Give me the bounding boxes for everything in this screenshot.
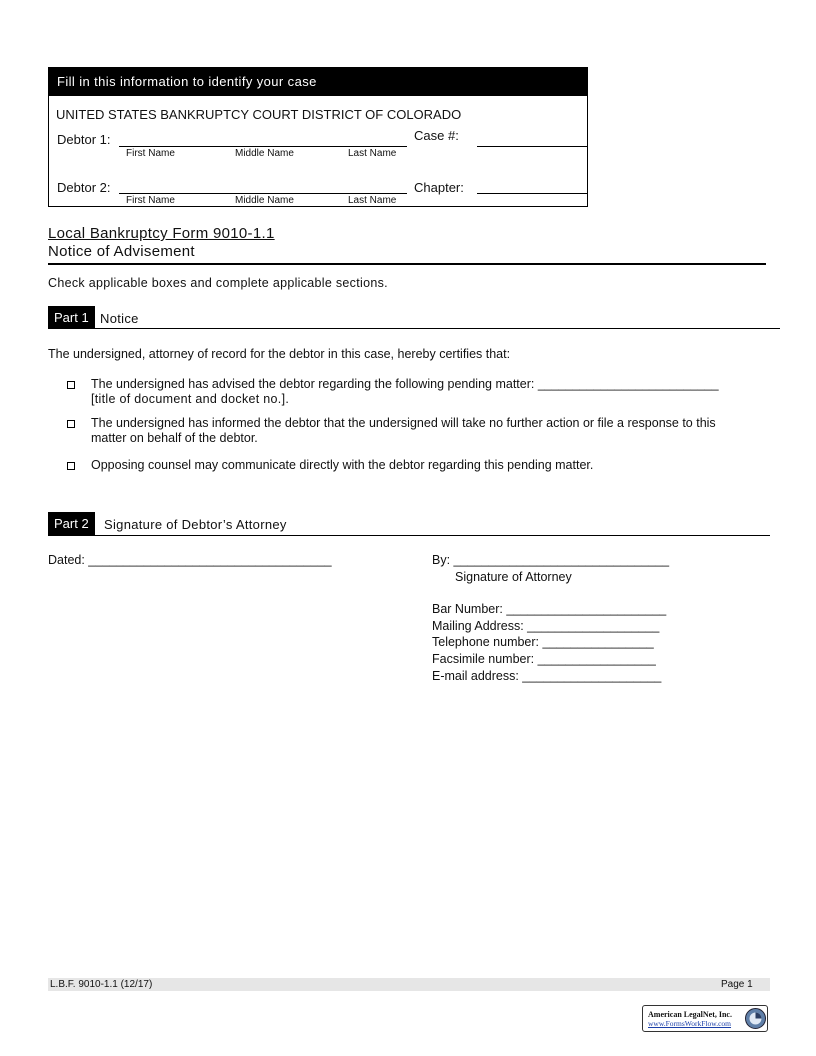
bar-number-field[interactable]: Bar Number: _______________________ <box>432 602 667 616</box>
case-info-box <box>48 67 588 207</box>
debtor2-name-field[interactable] <box>119 193 407 194</box>
case-box-header: Fill in this information to identify your case <box>49 68 587 96</box>
dated-field[interactable]: Dated: ___________________________________ <box>48 553 332 567</box>
globe-icon <box>744 1007 767 1030</box>
item3-line1: Opposing counsel may communicate directly with the debtor regarding this pending matter. <box>91 458 594 472</box>
logo-company: American LegalNet, Inc. <box>648 1010 732 1019</box>
debtor2-middle-name-label: Middle Name <box>235 195 294 206</box>
debtor1-last-name-label: Last Name <box>348 148 397 159</box>
item2-line1: The undersigned has informed the debtor that the undersigned will take no further action or file a response to this <box>91 416 716 430</box>
chapter-field[interactable] <box>477 193 587 194</box>
footer-bar <box>48 978 770 991</box>
debtor1-first-name-label: First Name <box>126 148 175 159</box>
part1-divider <box>48 328 780 329</box>
debtor1-name-field[interactable] <box>119 146 407 147</box>
by-signature-field[interactable]: By: _______________________________ <box>432 553 670 567</box>
mailing-address-field[interactable]: Mailing Address: ___________________ <box>432 619 660 633</box>
facsimile-field[interactable]: Facsimile number: _________________ <box>432 652 656 666</box>
checkbox-advised[interactable] <box>67 381 75 389</box>
debtor1-middle-name-label: Middle Name <box>235 148 294 159</box>
checkbox-opposing-counsel[interactable] <box>67 462 75 470</box>
email-field[interactable]: E-mail address: ____________________ <box>432 669 662 683</box>
case-number-field[interactable] <box>477 146 587 147</box>
legalnet-logo[interactable] <box>642 1005 768 1032</box>
item2-line2: matter on behalf of the debtor. <box>91 431 258 445</box>
footer-form-id: L.B.F. 9010-1.1 (12/17) <box>50 979 153 990</box>
debtor2-last-name-label: Last Name <box>348 195 397 206</box>
checkbox-informed[interactable] <box>67 420 75 428</box>
part1-intro: The undersigned, attorney of record for the debtor in this case, hereby certifies that: <box>48 347 511 361</box>
court-name: UNITED STATES BANKRUPTCY COURT DISTRICT OF COLORADO <box>56 107 462 122</box>
item1-line1: The undersigned has advised the debtor regarding the following pending matter: __________________________ <box>91 377 719 391</box>
part2-title: Signature of Debtor’s Attorney <box>104 517 287 532</box>
part1-tag: Part 1 <box>48 306 95 329</box>
title-divider <box>48 263 766 265</box>
instructions: Check applicable boxes and complete applicable sections. <box>48 276 388 290</box>
case-number-label: Case #: <box>414 128 459 143</box>
form-title: Local Bankruptcy Form 9010-1.1 <box>48 225 275 242</box>
part2-divider <box>48 535 770 536</box>
footer-page-number: Page 1 <box>721 979 753 990</box>
form-subtitle: Notice of Advisement <box>48 243 195 260</box>
item1-line2: [title of document and docket no.]. <box>91 392 290 406</box>
debtor2-label: Debtor 2: <box>57 180 111 195</box>
debtor2-first-name-label: First Name <box>126 195 175 206</box>
part2-tag: Part 2 <box>48 512 95 535</box>
part1-title: Notice <box>100 311 139 326</box>
logo-url: www.FormsWorkFlow.com <box>648 1019 732 1028</box>
debtor1-label: Debtor 1: <box>57 132 111 147</box>
signature-label: Signature of Attorney <box>455 570 572 584</box>
telephone-field[interactable]: Telephone number: ________________ <box>432 635 654 649</box>
chapter-label: Chapter: <box>414 180 464 195</box>
